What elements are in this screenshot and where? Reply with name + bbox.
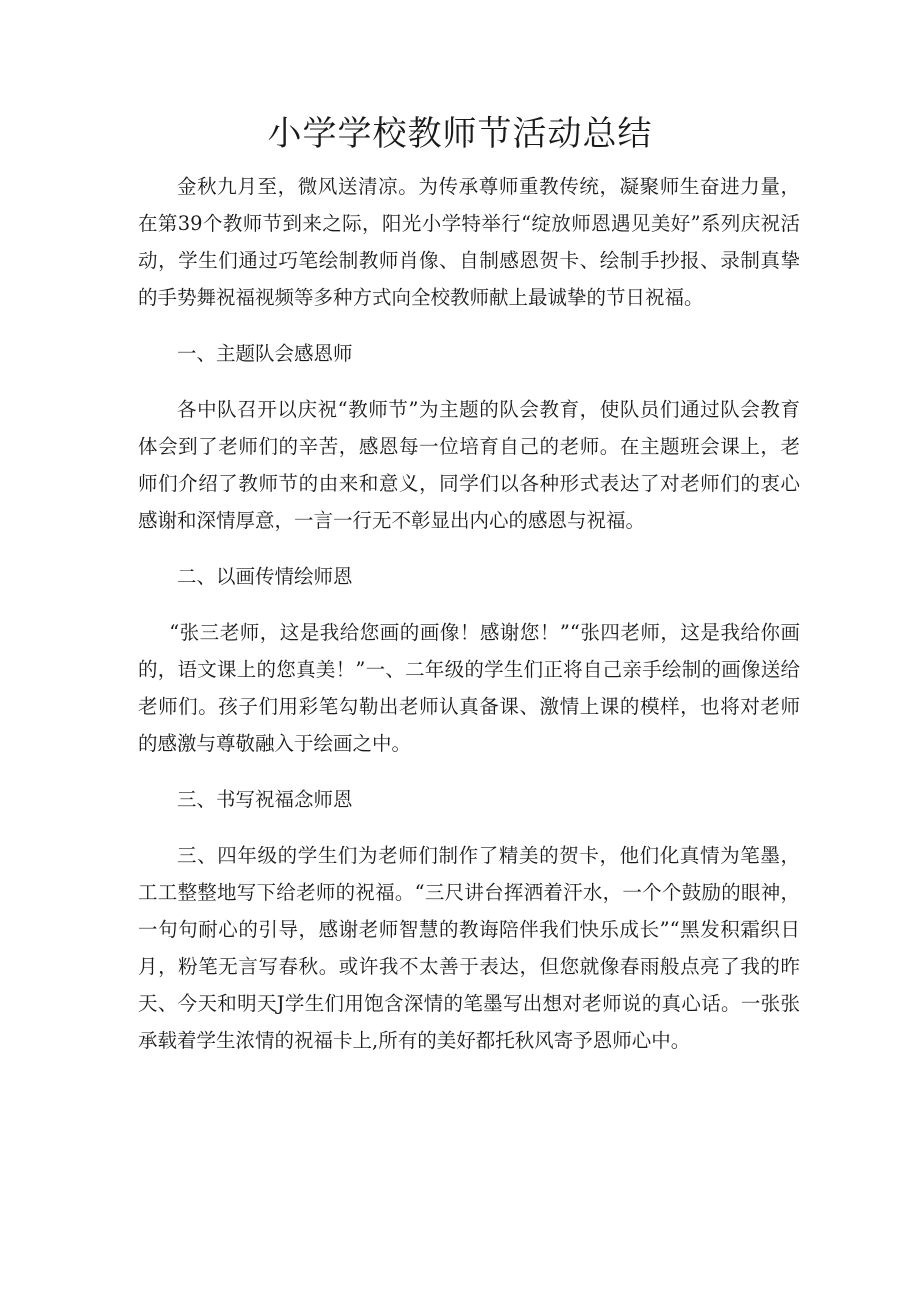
intro-paragraph: 金秋九月至，微风送清凉。为传承尊师重教传统，凝聚师生奋进力量，在第39个教师节到来之际，阳光小学特举行“绽放师恩遇见美好”系列庆祝活动，学生们通过巧笔绘制教师肖像、自制感恩贺卡、绘制手抄报、录制真挚的手势舞祝福视频等多种方式向全校教师献上最诚挚的节日祝福。: [138, 175, 800, 309]
section-heading-1: 一、主题队会感恩师: [177, 342, 353, 365]
section-heading-3: 三、书写祝福念师恩: [177, 788, 353, 811]
section-1-paragraph: 各中队召开以庆祝“教师节”为主题的队会教育，使队员们通过队会教育体会到了老师们的辛苦，感恩每一位培育自己的老师。在主题班会课上，老师们介绍了教师节的由来和意义，同学们以各种形式表达了对老师们的衷心感谢和深情厚意，一言一行无不彰显出内心的感恩与祝福。: [138, 398, 800, 532]
document-title: 小学学校教师节活动总结: [267, 114, 653, 154]
section-2-paragraph: “张三老师，这是我给您画的画像！感谢您！”“张四老师，这是我给你画的，语文课上的您真美！”一、二年级的学生们正将自己亲手绘制的画像送给老师们。孩子们用彩笔勾勒出老师认真备课、激情上课的模样，也将对老师的感激与尊敬融入于绘画之中。: [138, 621, 800, 755]
document-body: [138, 168, 800, 1078]
section-3-paragraph: 三、四年级的学生们为老师们制作了精美的贺卡，他们化真情为笔墨，工工整整地写下给老师的祝福。“三尺讲台挥洒着汗水，一个个鼓励的眼神，一句句耐心的引导，感谢老师智慧的教诲陪伴我们快乐成长”“黑发积霜织日月，粉笔无言写春秋。或许我不太善于表达，但您就像春雨般点亮了我的昨天、今天和明天J学生们用饱含深情的笔墨写出想对老师说的真心话。一张张承载着学生浓情的祝福卡上,所有的美好都托秋风寄予恩师心中。: [138, 844, 800, 1052]
section-heading-2: 二、以画传情绘师恩: [177, 565, 353, 588]
